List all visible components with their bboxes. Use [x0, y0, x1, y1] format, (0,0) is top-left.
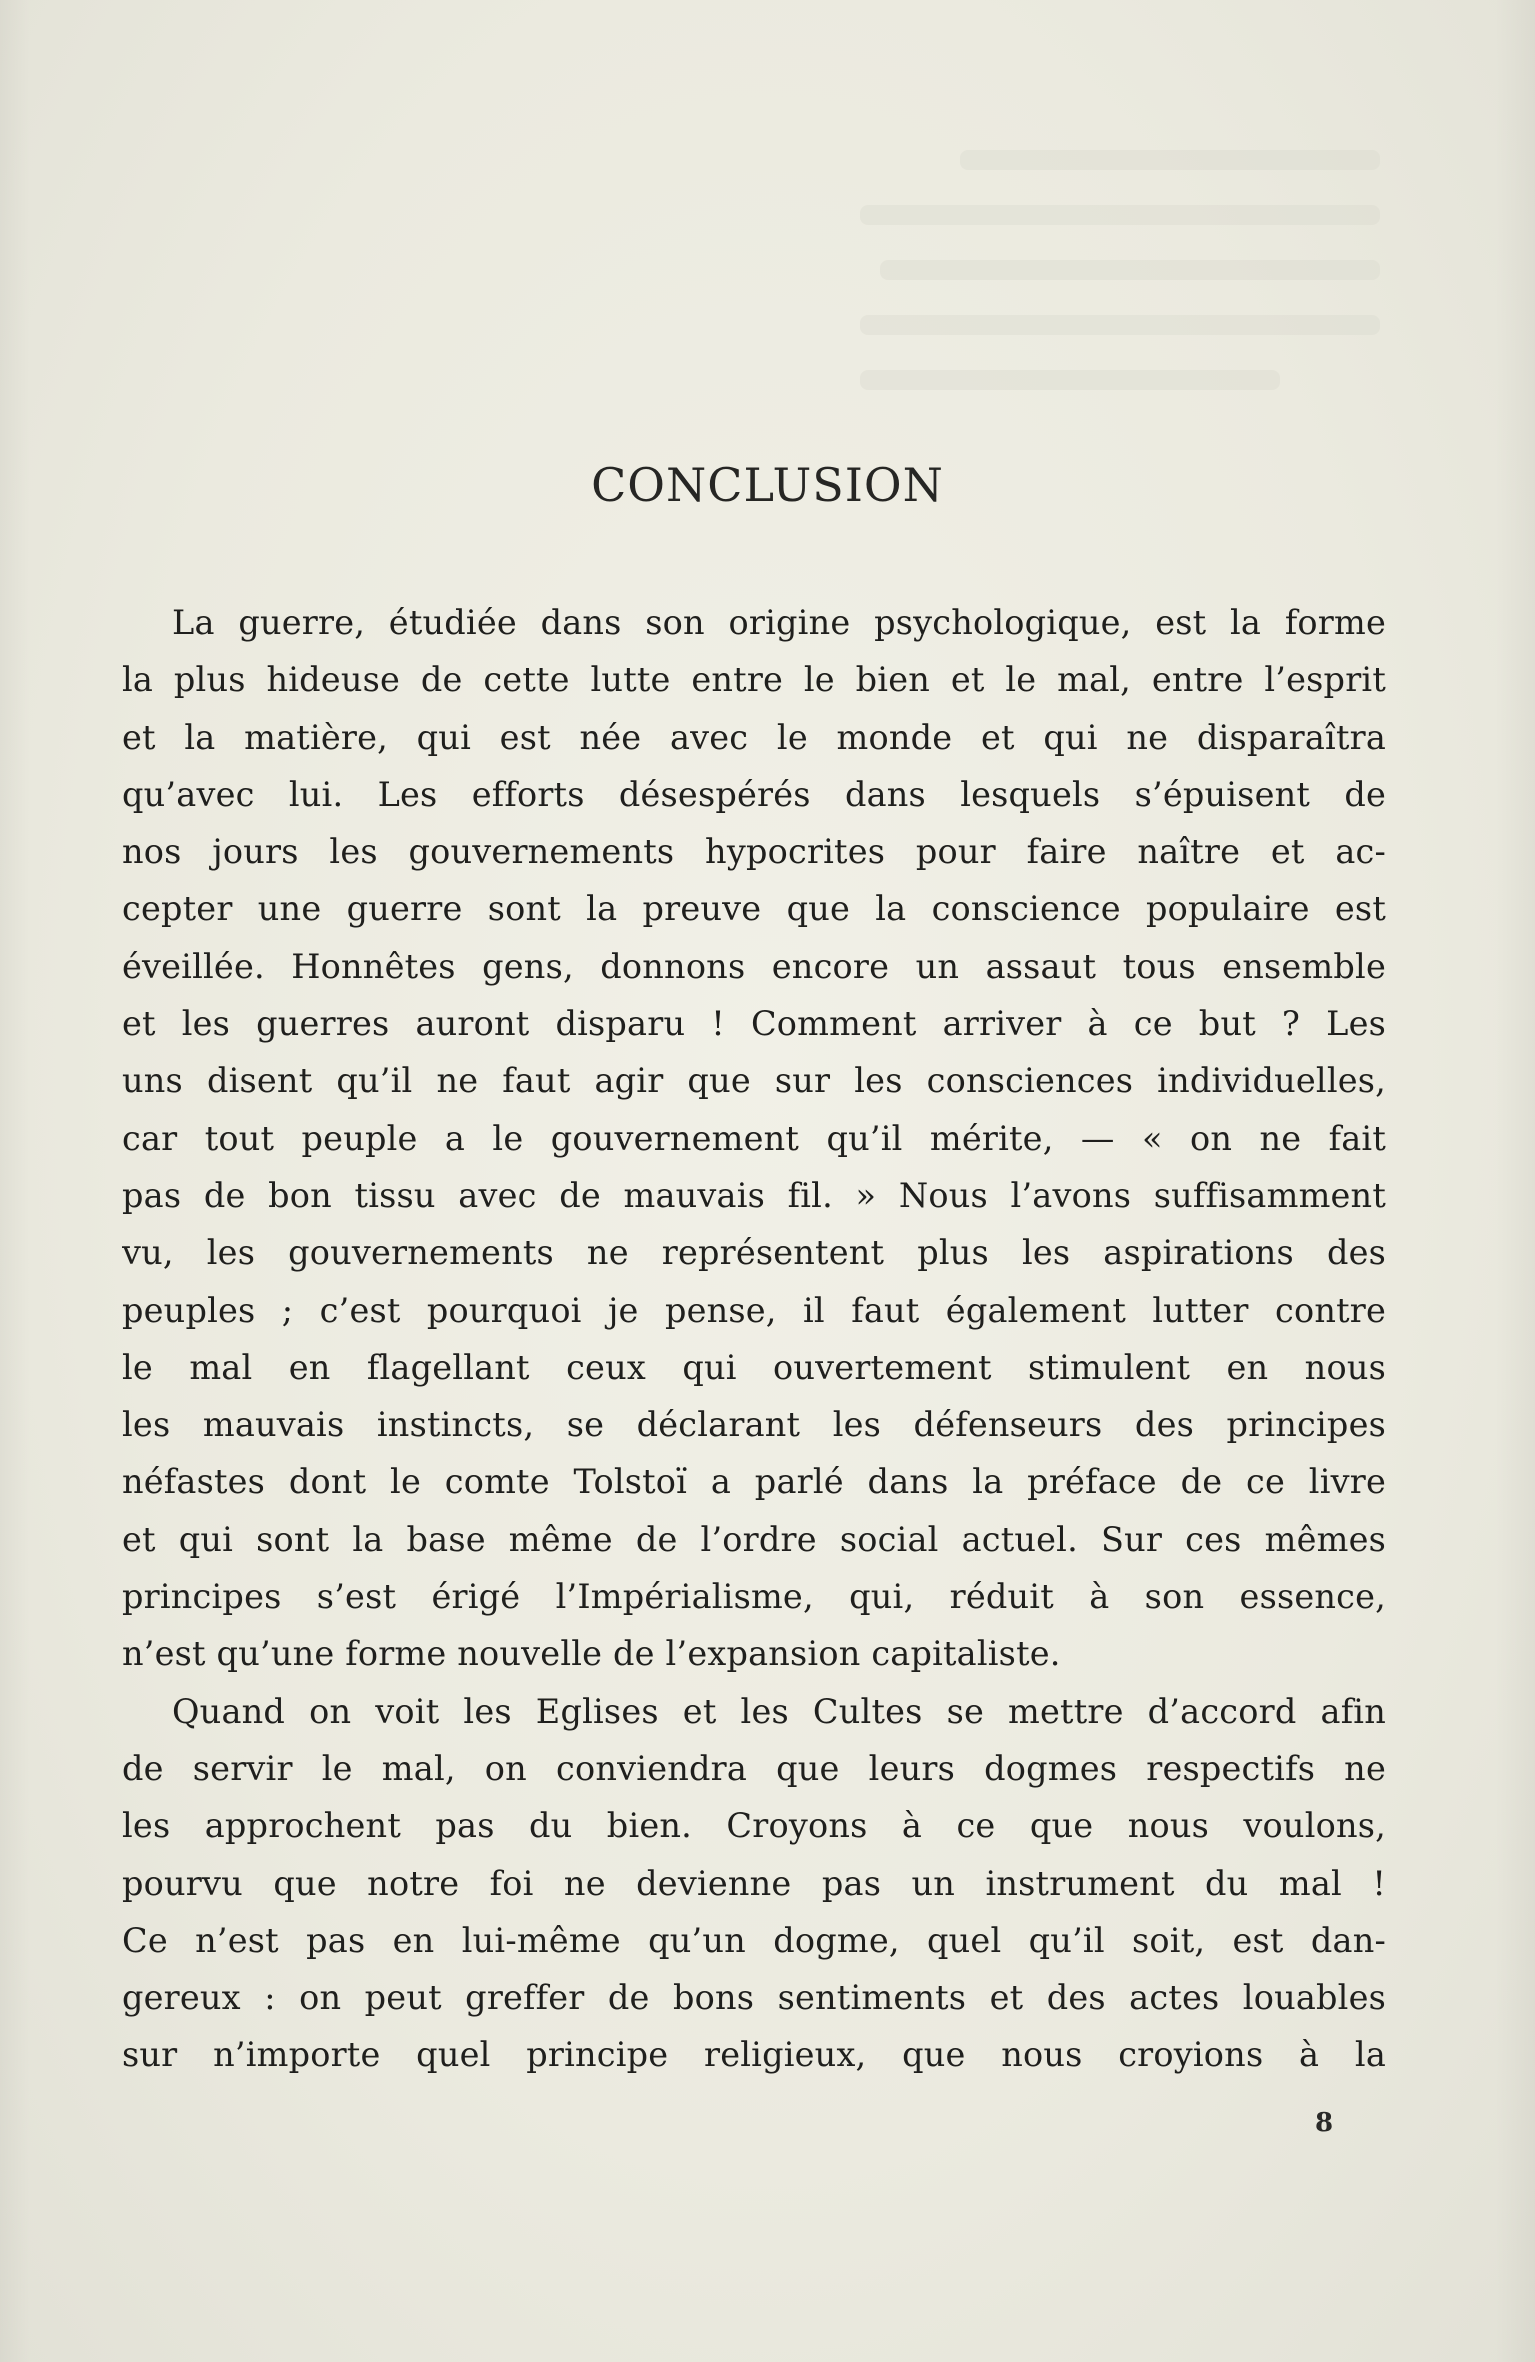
- text-line: qu’avec lui. Les efforts désespérés dans lesquels s’épuisent de: [122, 774, 1386, 814]
- show-through-from-reverse: [0, 0, 1535, 440]
- page-number: 8: [1315, 2108, 1334, 2138]
- text-line: vu, les gouvernements ne représentent plus les aspirations des: [122, 1233, 1386, 1273]
- body-text: [122, 594, 1386, 2084]
- text-line: pas de bon tissu avec de mauvais fil. » Nous l’avons suffisamment: [122, 1175, 1386, 1215]
- text-line: la plus hideuse de cette lutte entre le bien et le mal, entre l’esprit: [122, 660, 1386, 700]
- text-line: car tout peuple a le gouvernement qu’il mérite, — « on ne fait: [122, 1118, 1386, 1158]
- text-line: peuples ; c’est pourquoi je pense, il faut également lutter contre: [122, 1290, 1386, 1330]
- text-line: et les guerres auront disparu ! Comment arriver à ce but ? Les: [122, 1004, 1386, 1044]
- text-line: de servir le mal, on conviendra que leurs dogmes respectifs ne: [122, 1748, 1386, 1788]
- text-line: les approchent pas du bien. Croyons à ce que nous voulons,: [122, 1806, 1386, 1846]
- text-line: La guerre, étudiée dans son origine psychologique, est la forme: [172, 603, 1386, 642]
- text-line: pourvu que notre foi ne devienne pas un instrument du mal !: [122, 1863, 1386, 1903]
- text-line: Quand on voit les Eglises et les Cultes se mettre d’accord afin: [172, 1691, 1386, 1731]
- text-line: et qui sont la base même de l’ordre social actuel. Sur ces mêmes: [122, 1519, 1386, 1559]
- paragraph: [122, 594, 1386, 1683]
- paragraph: [122, 1683, 1386, 2084]
- text-line: le mal en flagellant ceux qui ouvertement stimulent en nous: [122, 1347, 1386, 1387]
- text-line: n’est qu’une forme nouvelle de l’expansion capitaliste.: [122, 1634, 1061, 1674]
- text-line: néfastes dont le comte Tolstoï a parlé dans la préface de ce livre: [122, 1462, 1386, 1502]
- text-line: les mauvais instincts, se déclarant les défenseurs des principes: [122, 1405, 1386, 1445]
- text-line: uns disent qu’il ne faut agir que sur les consciences individuelles,: [122, 1061, 1386, 1101]
- page-edge-right: [1495, 0, 1535, 2362]
- text-line: éveillée. Honnêtes gens, donnons encore un assaut tous ensemble: [122, 946, 1386, 986]
- text-line: cepter une guerre sont la preuve que la conscience populaire est: [122, 889, 1386, 929]
- text-line: Ce n’est pas en lui-même qu’un dogme, quel qu’il soit, est dan-: [122, 1920, 1386, 1960]
- chapter-title: CONCLUSION: [591, 458, 944, 512]
- text-line: et la matière, qui est née avec le monde et qui ne disparaîtra: [122, 717, 1386, 757]
- text-line: sur n’importe quel principe religieux, que nous croyions à la: [122, 2035, 1386, 2075]
- text-line: gereux : on peut greffer de bons sentiments et des actes louables: [122, 1978, 1386, 2018]
- page-edge-left: [0, 0, 30, 2362]
- text-line: nos jours les gouvernements hypocrites pour faire naître et ac-: [122, 832, 1386, 872]
- text-line: principes s’est érigé l’Impérialisme, qui, réduit à son essence,: [122, 1577, 1386, 1617]
